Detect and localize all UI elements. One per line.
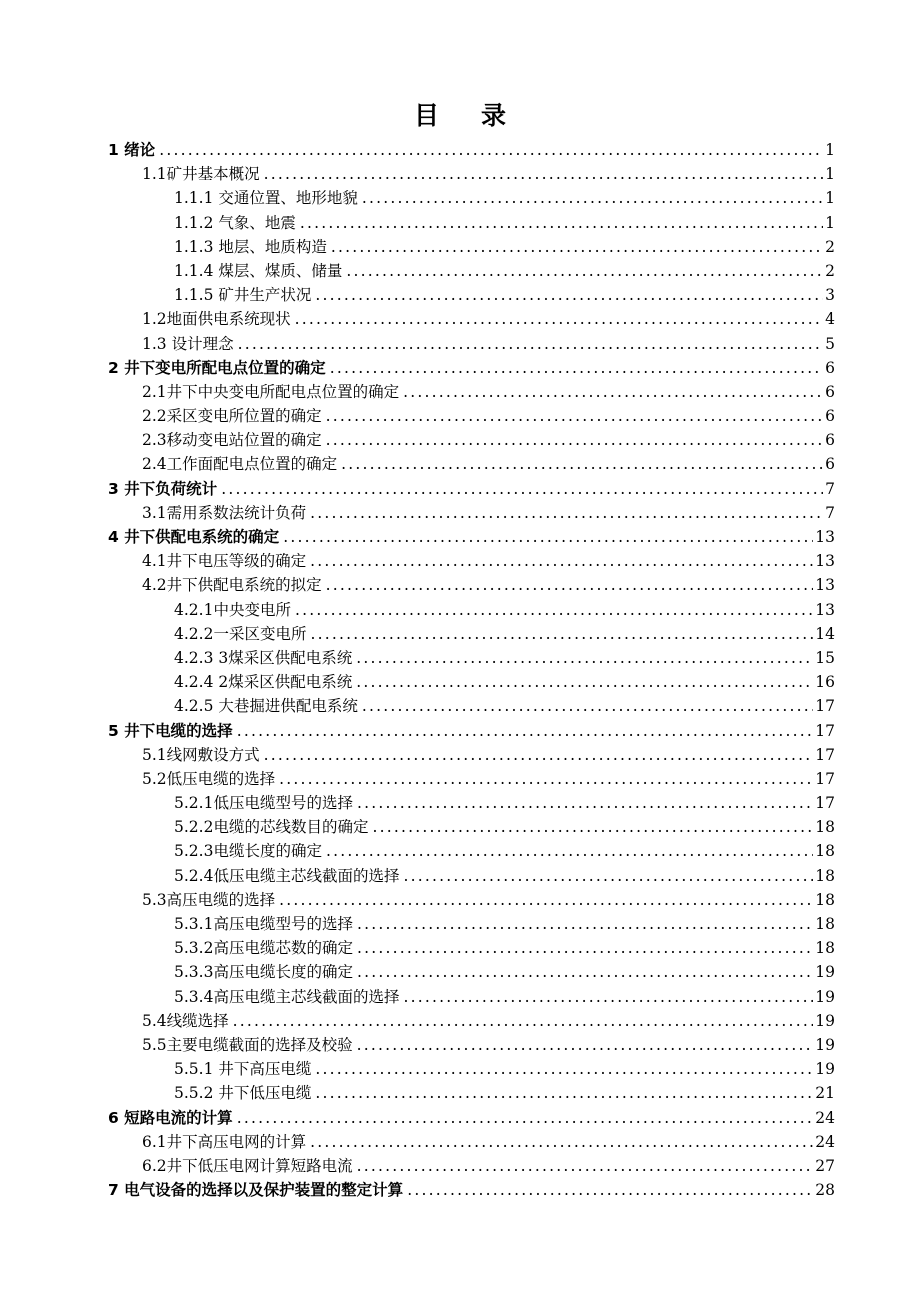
toc-entry-page-number: 6 xyxy=(825,358,835,377)
toc-entry-page-number: 18 xyxy=(815,842,835,861)
toc-entry-page-number: 19 xyxy=(815,1011,835,1030)
toc-entry-label: 4.2.5 大巷掘进供配电系统 xyxy=(174,697,358,716)
dot-leader xyxy=(403,864,813,888)
toc-entry-label: 5.5主要电缆截面的选择及校验 xyxy=(142,1035,353,1054)
toc-entry-label: 2.1井下中央变电所配电点位置的确定 xyxy=(142,382,400,401)
dot-leader xyxy=(356,670,813,694)
toc-entry-label: 3.1需用系数法统计负荷 xyxy=(142,503,307,522)
toc-entry-label: 5 井下电缆的选择 xyxy=(108,721,233,740)
toc-entry-label: 4.1井下电压等级的确定 xyxy=(142,552,307,571)
toc-entry[interactable] xyxy=(108,839,835,863)
toc-entry-page-number: 1 xyxy=(825,213,835,232)
dot-leader xyxy=(357,1033,814,1057)
dot-leader xyxy=(326,573,814,597)
dot-leader xyxy=(356,646,813,670)
toc-entry-page-number: 6 xyxy=(825,382,835,401)
dot-leader xyxy=(283,525,813,549)
toc-entry-label: 4.2.2一采区变电所 xyxy=(174,624,307,643)
dot-leader xyxy=(326,404,823,428)
dot-leader xyxy=(346,259,823,283)
toc-entry-label: 1.1.1 交通位置、地形地貌 xyxy=(174,189,358,208)
toc-entry-page-number: 4 xyxy=(825,310,835,329)
toc-entry-page-number: 3 xyxy=(825,286,835,305)
toc-entry-label: 2.3移动变电站位置的确定 xyxy=(142,431,322,450)
toc-entry[interactable] xyxy=(108,1057,835,1081)
dot-leader xyxy=(310,501,823,525)
dot-leader xyxy=(300,211,823,235)
toc-entry[interactable] xyxy=(108,815,835,839)
toc-entry-page-number: 16 xyxy=(815,673,835,692)
toc-entry-label: 5.2.4低压电缆主芯线截面的选择 xyxy=(174,866,400,885)
toc-entry[interactable] xyxy=(108,960,835,984)
dot-leader xyxy=(341,452,823,476)
toc-entry-label: 2.4工作面配电点位置的确定 xyxy=(142,455,338,474)
toc-entry-label: 1.1.2 气象、地震 xyxy=(174,213,296,232)
toc-entry-label: 4.2井下供配电系统的拟定 xyxy=(142,576,322,595)
toc-entry[interactable] xyxy=(108,186,835,210)
dot-leader xyxy=(357,960,813,984)
dot-leader xyxy=(315,283,823,307)
toc-entry-label: 6 短路电流的计算 xyxy=(108,1108,233,1127)
toc-entry-page-number: 13 xyxy=(815,600,835,619)
dot-leader xyxy=(237,719,814,743)
toc-entry-label: 5.3.2高压电缆芯数的确定 xyxy=(174,939,353,958)
toc-entry-label: 1.1.4 煤层、煤质、储量 xyxy=(174,261,343,280)
toc-entry[interactable] xyxy=(108,1106,835,1130)
toc-entry-label: 5.2.1低压电缆型号的选择 xyxy=(174,794,353,813)
toc-entry[interactable] xyxy=(108,791,835,815)
toc-entry[interactable] xyxy=(108,259,835,283)
toc-title-part2: 录 xyxy=(481,101,507,130)
toc-entry-page-number: 19 xyxy=(815,1035,835,1054)
toc-entry-label: 5.3.4高压电缆主芯线截面的选择 xyxy=(174,987,400,1006)
toc-entry[interactable] xyxy=(108,332,835,356)
toc-entry-page-number: 6 xyxy=(825,431,835,450)
toc-entry-page-number: 13 xyxy=(815,552,835,571)
toc-entry[interactable] xyxy=(108,428,835,452)
toc-entry[interactable] xyxy=(108,501,835,525)
toc-entry[interactable] xyxy=(108,1009,835,1033)
dot-leader xyxy=(279,888,813,912)
toc-entry[interactable] xyxy=(108,743,835,767)
toc-entry-label: 5.3.3高压电缆长度的确定 xyxy=(174,963,353,982)
toc-entry[interactable] xyxy=(108,573,835,597)
toc-entry-page-number: 7 xyxy=(825,503,835,522)
dot-leader xyxy=(238,332,824,356)
toc-entry[interactable] xyxy=(108,912,835,936)
toc-entry-page-number: 1 xyxy=(825,165,835,184)
dot-leader xyxy=(310,1130,813,1154)
toc-entry-label: 1.3 设计理念 xyxy=(142,334,234,353)
toc-entry-label: 5.1线网敷设方式 xyxy=(142,745,260,764)
dot-leader xyxy=(295,307,823,331)
toc-entry-page-number: 17 xyxy=(815,721,835,740)
toc-entry-page-number: 6 xyxy=(825,455,835,474)
dot-leader xyxy=(264,162,823,186)
toc-entry[interactable] xyxy=(108,356,835,380)
toc-entry[interactable] xyxy=(108,307,835,331)
dot-leader xyxy=(279,767,813,791)
dot-leader xyxy=(264,743,814,767)
toc-entry-page-number: 2 xyxy=(825,261,835,280)
toc-entry-label: 1.2地面供电系统现状 xyxy=(142,310,291,329)
toc-entry[interactable] xyxy=(108,646,835,670)
toc-entry-label: 5.5.2 井下低压电缆 xyxy=(174,1084,312,1103)
dot-leader xyxy=(357,936,813,960)
toc-entry-label: 4.2.3 3煤采区供配电系统 xyxy=(174,648,353,667)
toc-title xyxy=(0,96,920,132)
toc-entry-page-number: 1 xyxy=(825,189,835,208)
toc-entry-label: 6.2井下低压电网计算短路电流 xyxy=(142,1156,353,1175)
toc-entry-page-number: 5 xyxy=(825,334,835,353)
dot-leader xyxy=(372,815,813,839)
toc-entry-label: 5.3.1高压电缆型号的选择 xyxy=(174,915,353,933)
dot-leader xyxy=(233,1009,814,1033)
toc-entry-label: 5.3高压电缆的选择 xyxy=(142,890,276,909)
dot-leader xyxy=(357,912,813,936)
dot-leader xyxy=(310,549,813,573)
toc-entry[interactable] xyxy=(108,283,835,307)
toc-entry-label: 4.2.4 2煤采区供配电系统 xyxy=(174,673,353,692)
toc-entry[interactable] xyxy=(108,864,835,888)
toc-entry-page-number: 19 xyxy=(815,1060,835,1079)
toc-entry-page-number: 18 xyxy=(815,890,835,909)
toc-entry[interactable] xyxy=(108,477,835,501)
toc-entry-page-number: 18 xyxy=(815,818,835,837)
toc-entry-page-number: 14 xyxy=(815,624,835,643)
dot-leader xyxy=(407,1178,813,1202)
toc-entry[interactable] xyxy=(108,1081,835,1105)
dot-leader xyxy=(295,598,813,622)
dot-leader xyxy=(326,839,813,863)
toc-entry[interactable] xyxy=(108,452,835,476)
toc-entry-label: 1 绪论 xyxy=(108,141,156,159)
toc-entry-label: 2 井下变电所配电点位置的确定 xyxy=(108,358,326,377)
dot-leader xyxy=(331,235,823,259)
toc-entry-page-number: 13 xyxy=(815,528,835,546)
dot-leader xyxy=(315,1057,813,1081)
toc-entry-label: 4.2.1中央变电所 xyxy=(174,600,291,619)
toc-entry-page-number: 1 xyxy=(825,141,835,159)
toc-entry-label: 5.2.3电缆长度的确定 xyxy=(174,842,322,861)
dot-leader xyxy=(403,985,813,1009)
toc-entry[interactable] xyxy=(108,1178,835,1202)
dot-leader xyxy=(362,186,823,210)
dot-leader xyxy=(326,428,823,452)
toc-entry[interactable] xyxy=(108,719,835,743)
dot-leader xyxy=(221,477,823,501)
toc-entry[interactable] xyxy=(108,549,835,573)
dot-leader xyxy=(159,138,823,162)
dot-leader xyxy=(403,380,823,404)
dot-leader xyxy=(362,694,813,718)
toc-entry-label: 1.1.5 矿井生产状况 xyxy=(174,286,312,305)
toc-entry-page-number: 21 xyxy=(815,1084,835,1103)
toc-entry-label: 5.5.1 井下高压电缆 xyxy=(174,1060,312,1079)
dot-leader xyxy=(315,1081,813,1105)
toc-entry[interactable] xyxy=(108,211,835,235)
toc-title-part1: 目 xyxy=(413,101,439,130)
toc-entry[interactable] xyxy=(108,936,835,960)
dot-leader xyxy=(310,622,813,646)
toc-entry[interactable] xyxy=(108,985,835,1009)
toc-entry-page-number: 18 xyxy=(815,915,835,933)
toc-entry[interactable] xyxy=(108,525,835,549)
toc-entry-page-number: 13 xyxy=(815,576,835,595)
toc-entry-page-number: 15 xyxy=(815,648,835,667)
toc-entry[interactable] xyxy=(108,1154,835,1178)
toc-entry-label: 4 井下供配电系统的确定 xyxy=(108,528,280,546)
toc-entry[interactable] xyxy=(108,1130,835,1154)
toc-entry-page-number: 18 xyxy=(815,939,835,958)
toc-entry[interactable] xyxy=(108,767,835,791)
toc-entry-label: 5.2低压电缆的选择 xyxy=(142,769,276,788)
toc-entry-page-number: 24 xyxy=(815,1132,835,1151)
toc-entry-page-number: 28 xyxy=(815,1181,835,1200)
toc-entry-page-number: 18 xyxy=(815,866,835,885)
toc-entry[interactable] xyxy=(108,235,835,259)
toc-entry-page-number: 17 xyxy=(815,697,835,716)
toc-entry-page-number: 24 xyxy=(815,1108,835,1127)
table-of-contents xyxy=(108,138,835,1202)
toc-entry-page-number: 6 xyxy=(825,407,835,426)
toc-entry-label: 1.1矿井基本概况 xyxy=(142,165,260,184)
toc-entry[interactable] xyxy=(108,670,835,694)
toc-entry-page-number: 17 xyxy=(815,794,835,813)
toc-entry-page-number: 2 xyxy=(825,237,835,256)
toc-entry[interactable] xyxy=(108,380,835,404)
toc-entry-label: 5.4线缆选择 xyxy=(142,1011,229,1030)
dot-leader xyxy=(357,1154,814,1178)
toc-entry[interactable] xyxy=(108,1033,835,1057)
toc-entry-label: 1.1.3 地层、地质构造 xyxy=(174,237,327,256)
toc-entry-page-number: 17 xyxy=(815,745,835,764)
toc-entry[interactable] xyxy=(108,888,835,912)
toc-entry[interactable] xyxy=(108,404,835,428)
toc-entry-page-number: 19 xyxy=(815,963,835,982)
toc-entry[interactable] xyxy=(108,694,835,718)
toc-entry-label: 7 电气设备的选择以及保护装置的整定计算 xyxy=(108,1181,404,1200)
toc-entry-page-number: 17 xyxy=(815,769,835,788)
toc-entry-label: 5.2.2电缆的芯线数目的确定 xyxy=(174,818,369,837)
toc-entry-label: 6.1井下高压电网的计算 xyxy=(142,1132,307,1151)
toc-entry[interactable] xyxy=(108,138,835,162)
toc-entry-page-number: 7 xyxy=(825,479,835,498)
toc-entry-label: 3 井下负荷统计 xyxy=(108,479,218,498)
dot-leader xyxy=(237,1106,814,1130)
dot-leader xyxy=(357,791,813,815)
toc-entry[interactable] xyxy=(108,162,835,186)
dot-leader xyxy=(330,356,823,380)
toc-entry[interactable] xyxy=(108,622,835,646)
toc-entry-label: 2.2采区变电所位置的确定 xyxy=(142,407,322,426)
toc-entry[interactable] xyxy=(108,598,835,622)
toc-entry-page-number: 19 xyxy=(815,987,835,1006)
toc-entry-page-number: 27 xyxy=(815,1156,835,1175)
